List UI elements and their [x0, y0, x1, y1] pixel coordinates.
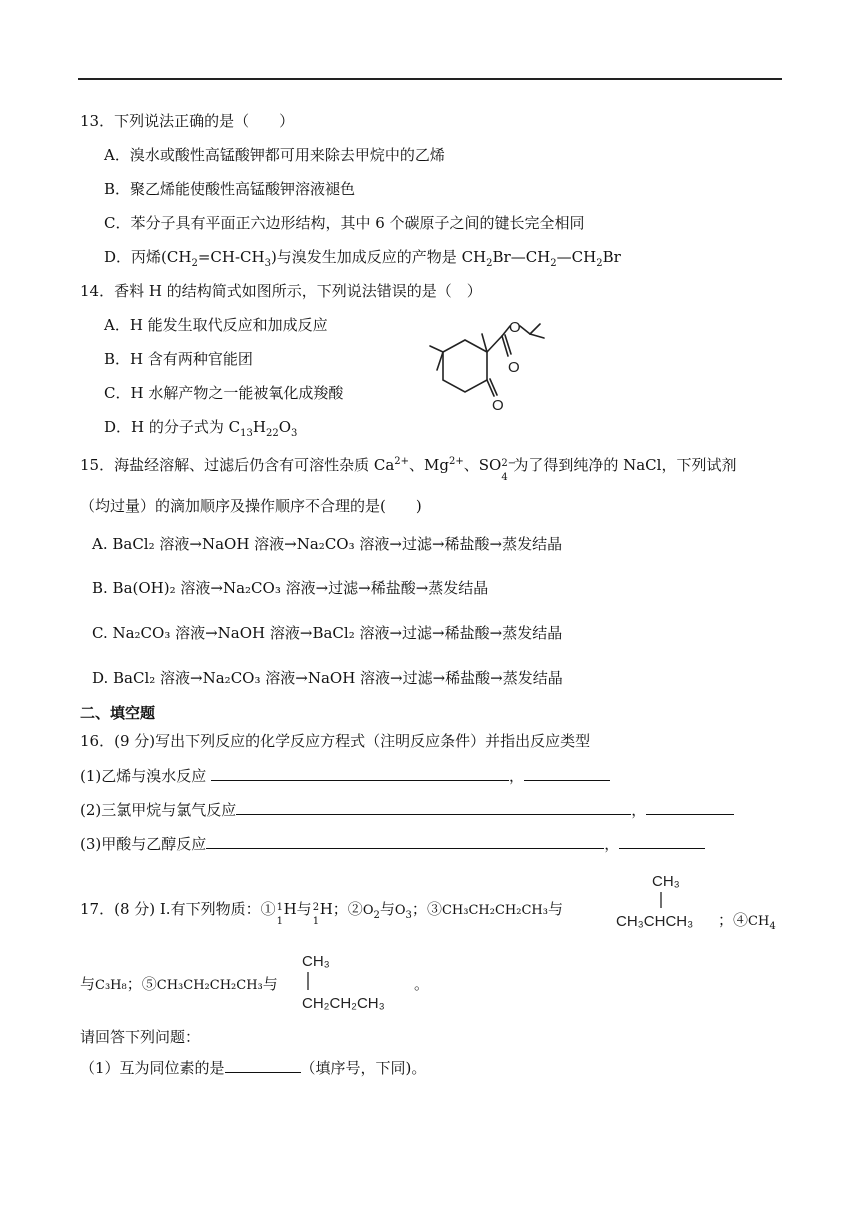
- svg-text:CH₂CH₂CH₃: CH₂CH₂CH₃: [302, 995, 385, 1012]
- q17-branched-formula: [296, 948, 416, 1018]
- q15-option-c: C. Na₂CO₃ 溶液→NaOH 溶液→BaCl₂ 溶液→过滤→稀盐酸→蒸发结晶: [92, 624, 563, 642]
- svg-text:CH₃: CH₃: [652, 873, 680, 890]
- q17-ask: 请回答下列问题：: [80, 1028, 201, 1046]
- q16-part2: (2)三氯甲烷与氯气反应 ，: [80, 800, 734, 820]
- q14-stem: 14．香料 H 的结构简式如图所示，下列说法错误的是（ ）: [80, 282, 482, 300]
- section-title: 二、填空题: [80, 704, 156, 722]
- q17-part1: （1）互为同位素的是 （填序号，下同)。: [80, 1059, 427, 1077]
- struct-o-ketone: O: [492, 397, 504, 414]
- q14-option-c: C．H 水解产物之一能被氧化成羧酸: [104, 384, 344, 402]
- q13-option-b: B．聚乙烯能使酸性高锰酸钾溶液褪色: [104, 180, 356, 198]
- header-rule: [78, 78, 782, 80]
- q15-option-b: B. Ba(OH)₂ 溶液→Na₂CO₃ 溶液→过滤→稀盐酸→蒸发结晶: [92, 579, 489, 597]
- svg-text:CH₃: CH₃: [302, 953, 330, 970]
- q15-stem: 15．海盐经溶解、过滤后仍含有可溶性杂质 $Ca^{2+}$、$Mg^{2+}$、SO 2− 4 为了得到纯净的 NaCl，下列试剂: [80, 456, 737, 483]
- q16-part3: (3)甲酸与乙醇反应 ，: [80, 834, 705, 854]
- q13-option-c: C．苯分子具有平面正六边形结构，其中 6 个碳原子之间的键长完全相同: [104, 214, 585, 232]
- q14-option-d: D．H 的分子式为 $C_{13}H_{22}O_3$: [104, 418, 298, 439]
- q15-stem-cont: （均过量）的滴加顺序及操作顺序不合理的是( ): [80, 497, 422, 515]
- q15-option-a: A. BaCl₂ 溶液→NaOH 溶液→Na₂CO₃ 溶液→过滤→稀盐酸→蒸发结晶: [92, 535, 563, 553]
- q13-option-a: A．溴水或酸性高锰酸钾都可用来除去甲烷中的乙烯: [104, 146, 445, 164]
- struct-o-ether: O: [509, 319, 521, 336]
- q16-stem: 16．(9 分)写出下列反应的化学反应方程式（注明反应条件）并指出反应类型: [80, 732, 591, 750]
- q13-option-d: D．丙烯$(CH_2=CH-CH_3)$与溴发生加成反应的产物是 $CH_2Br—CH_2—CH_2Br$: [104, 248, 621, 269]
- q17-line2: 与C₃H₈；⑤CH₃CH₂CH₂CH₃与: [80, 975, 278, 993]
- q17-period: 。: [414, 975, 430, 993]
- struct-o-carbonyl: O: [508, 359, 520, 376]
- q14-option-b: B．H 含有两种官能团: [104, 350, 253, 368]
- q13-stem: 13．下列说法正确的是（ ）: [80, 112, 295, 130]
- q14-option-a: A．H 能发生取代反应和加成反应: [104, 316, 328, 334]
- svg-text:CH₃CHCH₃: CH₃CHCH₃: [616, 913, 694, 930]
- q14-structure-diagram: [420, 310, 560, 420]
- q15-option-d: D. BaCl₂ 溶液→Na₂CO₃ 溶液→NaOH 溶液→过滤→稀盐酸→蒸发结晶: [92, 669, 563, 687]
- q17-item4: ；$④CH_4$: [718, 911, 776, 932]
- q17-isobutane-formula: [612, 868, 722, 934]
- q17-stem: 17．(8 分) Ⅰ.有下列物质：① 1 1 H与 2 1 H；$②O_2$与$O_3$；③CH₃CH₂CH₂CH₃与: [80, 900, 563, 927]
- q16-part1: (1)乙烯与溴水反应 ，: [80, 766, 610, 786]
